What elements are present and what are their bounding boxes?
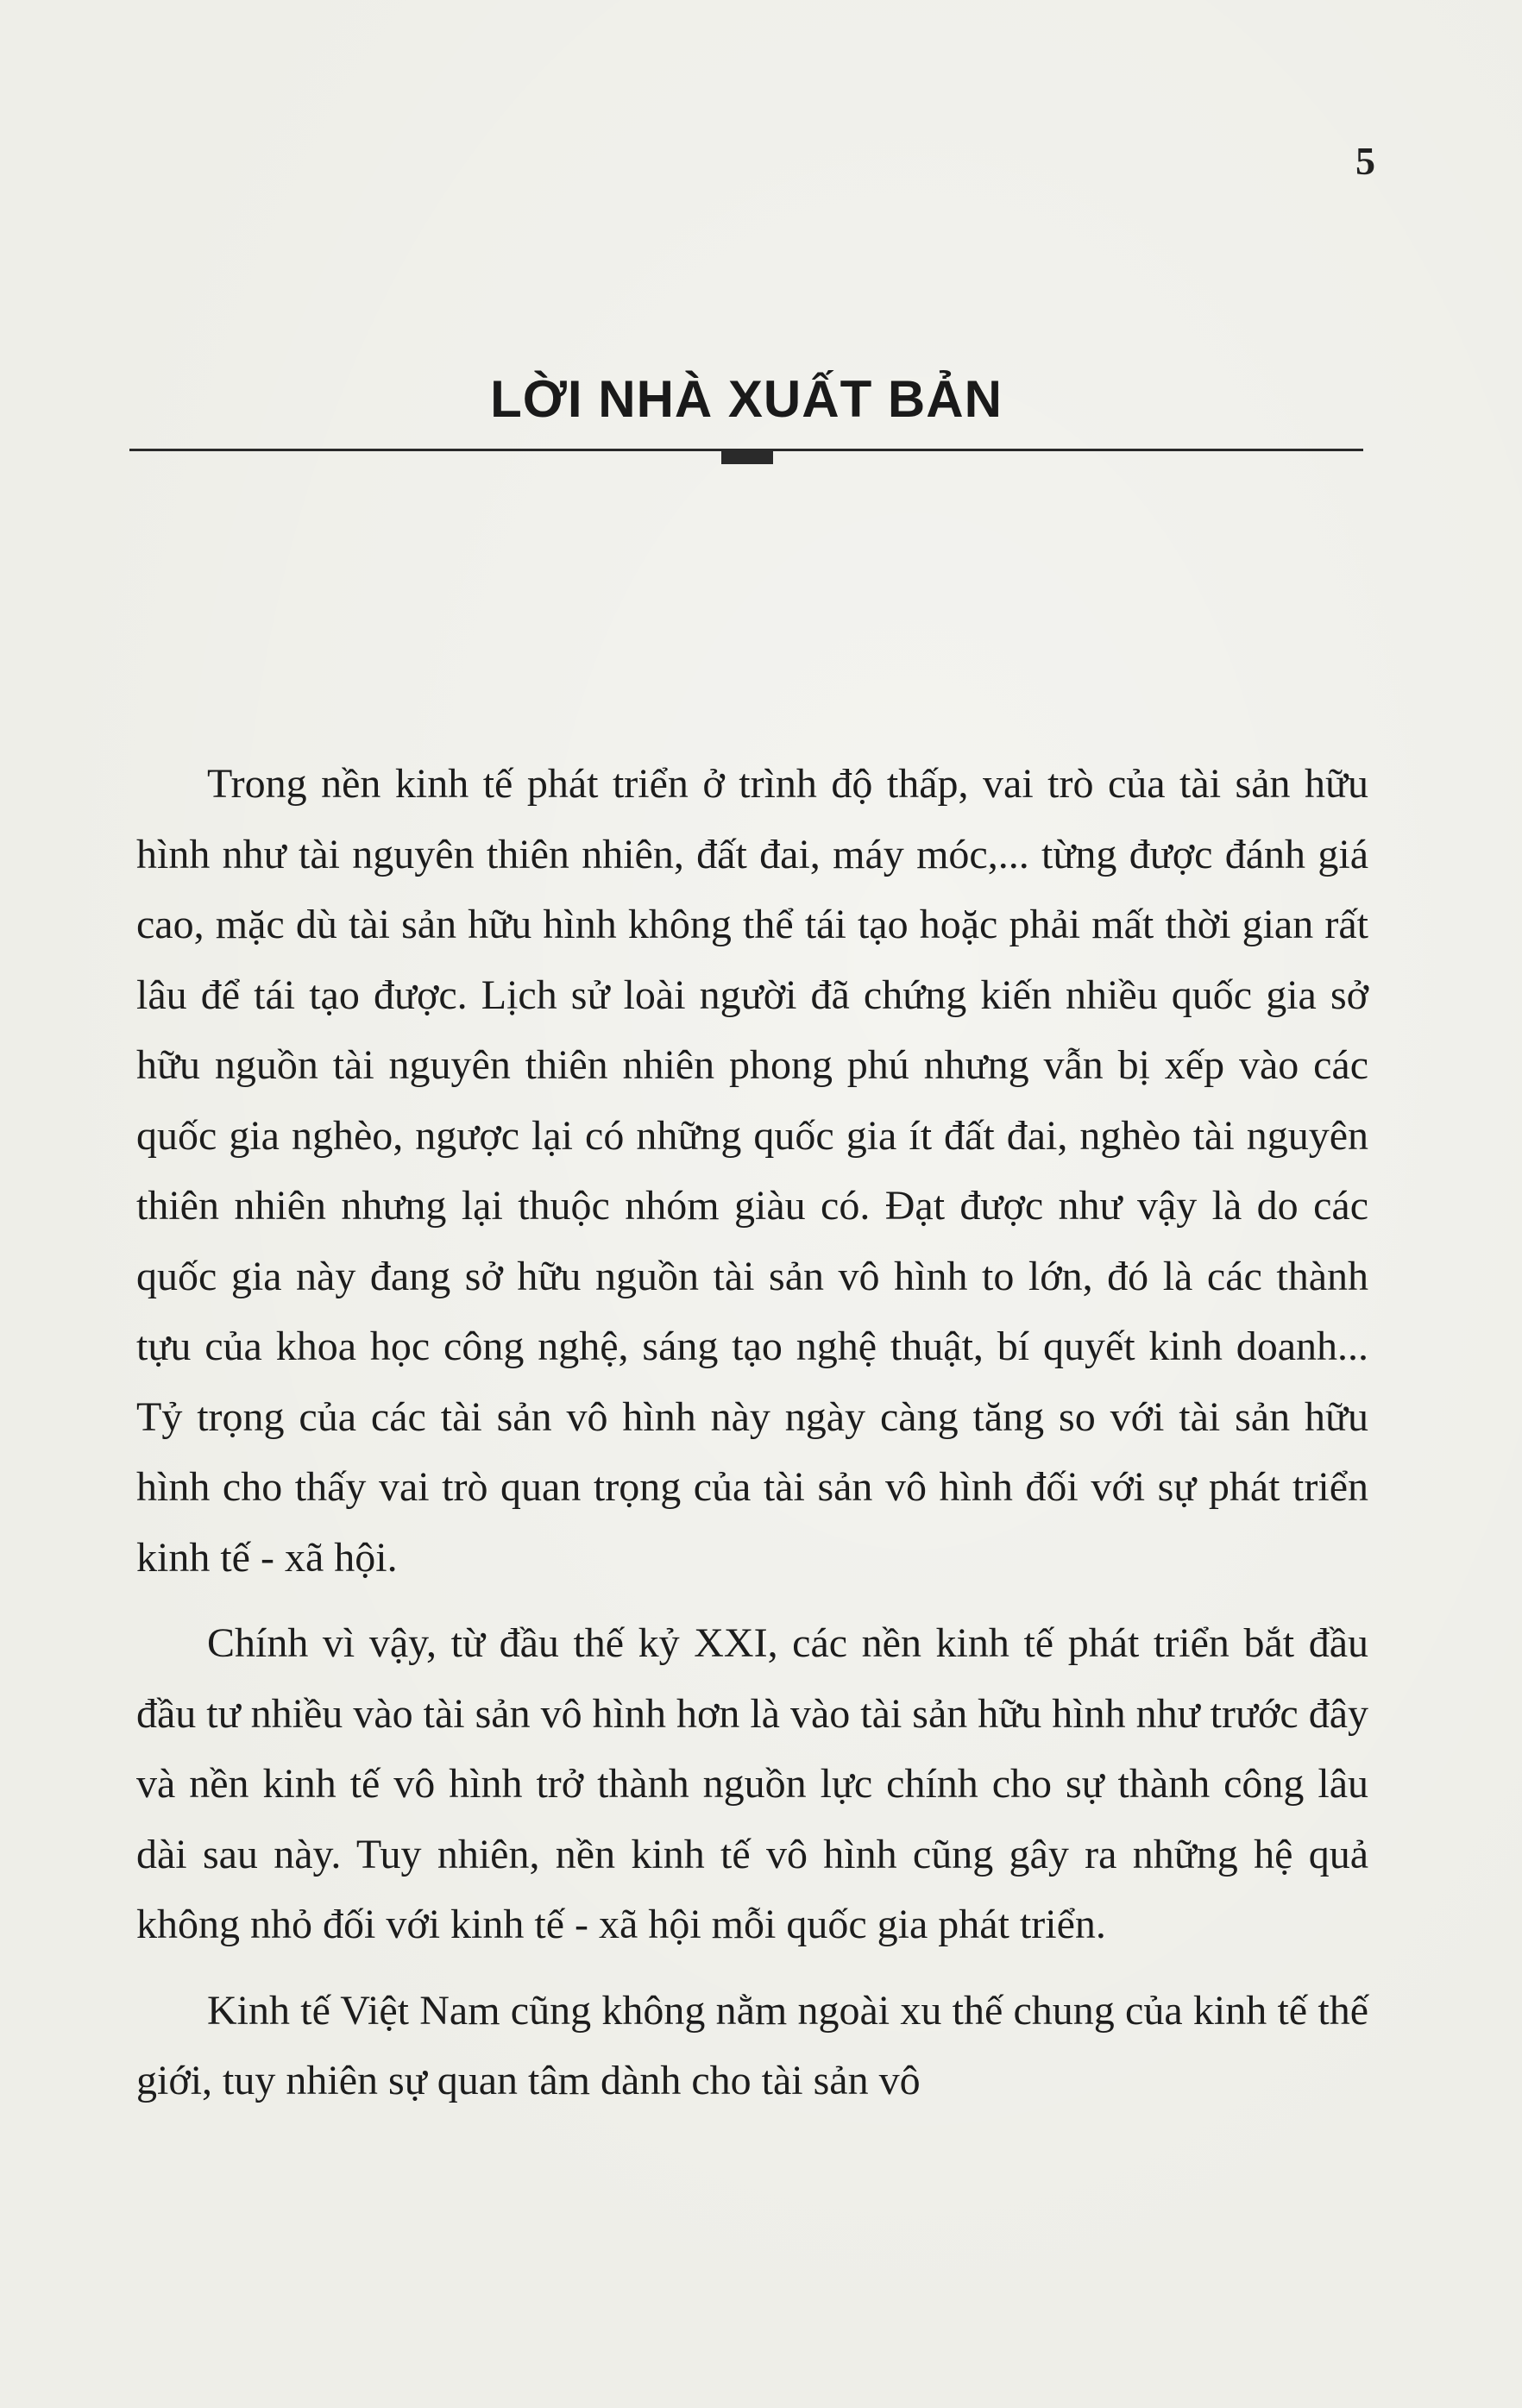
page-number: 5 xyxy=(1355,139,1375,183)
heading-divider-mark xyxy=(721,450,773,464)
paragraph: Chính vì vậy, từ đầu thế kỷ XXI, các nền kinh tế phát triển bắt đầu đầu tư nhiều vào tài sản vô hình hơn là vào tài sản hữu hình như trước đây và nền kinh tế vô hình trở thành nguồn lực chính cho sự thành công lâu dài sau này. Tuy nhiên, nền kinh tế vô hình cũng gây ra những hệ quả không nhỏ đối với kinh tế - xã hội mỗi quốc gia phát triển. xyxy=(136,1620,1368,1947)
body-text xyxy=(136,749,1368,2132)
paragraph: Kinh tế Việt Nam cũng không nằm ngoài xu thế chung của kinh tế thế giới, tuy nhiên sự quan tâm dành cho tài sản vô xyxy=(136,1987,1368,2103)
paragraph: Trong nền kinh tế phát triển ở trình độ thấp, vai trò của tài sản hữu hình như tài nguyên thiên nhiên, đất đai, máy móc,... từng được đánh giá cao, mặc dù tài sản hữu hình không thể tái tạo hoặc phải mất thời gian rất lâu để tái tạo được. Lịch sử loài người đã chứng kiến nhiều quốc gia sở hữu nguồn tài nguyên thiên nhiên phong phú nhưng vẫn bị xếp vào các quốc gia nghèo, ngược lại có những quốc gia ít đất đai, nghèo tài nguyên thiên nhiên nhưng lại thuộc nhóm giàu có. Đạt được như vậy là do các quốc gia này đang sở hữu nguồn tài sản vô hình to lớn, đó là các thành tựu của khoa học công nghệ, sáng tạo nghệ thuật, bí quyết kinh doanh... Tỷ trọng của các tài sản vô hình này ngày càng tăng so với tài sản hữu hình cho thấy vai trò quan trọng của tài sản vô hình đối với sự phát triển kinh tế - xã hội. xyxy=(136,761,1368,1581)
page-title: LỜI NHÀ XUẤT BẢN xyxy=(490,370,1003,428)
